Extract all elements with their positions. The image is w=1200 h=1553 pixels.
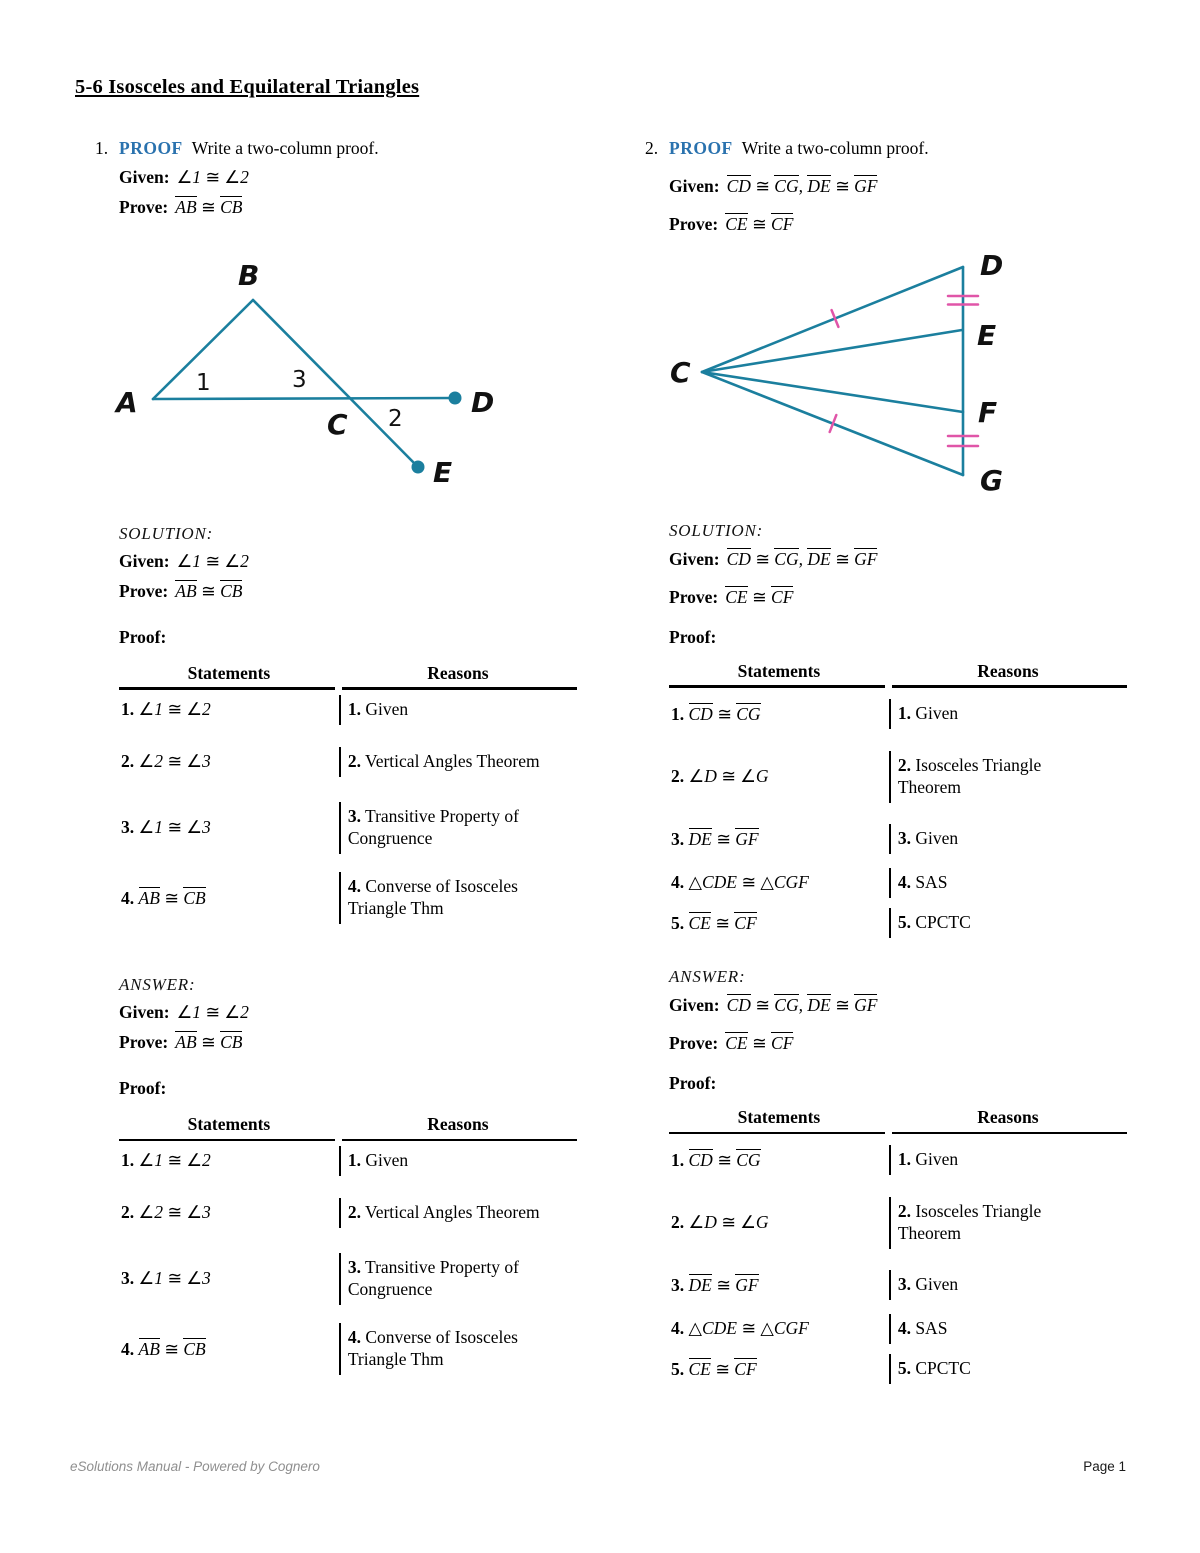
- reason-cell: 2. Isosceles Triangle Theorem: [889, 1197, 1127, 1249]
- proof-table-answer-2: [669, 1107, 1127, 1390]
- proof-row: [669, 864, 1127, 902]
- problem1-column: [95, 138, 643, 1385]
- proof-row: [669, 814, 1127, 864]
- segment-CF: [702, 372, 963, 412]
- problem1-heading: [95, 138, 643, 160]
- proof-table-solution-2: [669, 661, 1127, 944]
- given-label: Given:: [119, 166, 170, 187]
- proof-row: [119, 1313, 577, 1385]
- label-A: A: [116, 385, 138, 419]
- reason-cell: 4. SAS: [889, 1314, 1127, 1344]
- solution-heading: SOLUTION:: [669, 520, 764, 540]
- segment-BE: [253, 300, 418, 467]
- prove-expression: CE ≅ CF: [725, 213, 794, 234]
- reason-cell: 2. Vertical Angles Theorem: [339, 747, 577, 777]
- reason-cell: 4. Converse of Isosceles Triangle Thm: [339, 872, 577, 924]
- statement-cell: 3. DE ≅ GF: [671, 828, 759, 849]
- reason-cell: 3. Given: [889, 1270, 1127, 1300]
- prove-label: Prove:: [119, 580, 169, 601]
- given-line: [119, 551, 643, 573]
- statement-cell: 1. CD ≅ CG: [671, 1149, 761, 1170]
- proof-heading: Proof:: [119, 1077, 167, 1098]
- point-D-dot: [449, 391, 462, 404]
- problem-number: 2.: [645, 138, 659, 158]
- proof-row: [669, 1260, 1127, 1310]
- label-D: D: [471, 385, 495, 419]
- problem-text: [669, 138, 929, 160]
- proof-row: [119, 730, 577, 794]
- given-expression: CD ≅ CG, DE ≅ GF: [726, 548, 878, 569]
- proof-row: [119, 690, 577, 730]
- proof-row: [669, 1348, 1127, 1390]
- statements-column-header: Statements: [187, 1113, 271, 1134]
- triangle-diagram-2: [660, 240, 1080, 510]
- proof-tag: PROOF: [119, 138, 183, 158]
- proof-table-solution-1: [119, 663, 577, 934]
- statements-column-header: Statements: [737, 660, 821, 681]
- problem2-column: [645, 138, 1193, 1390]
- answer-heading: ANSWER:: [669, 966, 746, 986]
- given-line: [119, 167, 643, 189]
- table-header-row: [119, 663, 577, 685]
- label-B: B: [238, 258, 260, 292]
- given-label: Given:: [669, 548, 720, 569]
- proof-row: [669, 740, 1127, 814]
- reason-cell: 3. Transitive Property of Congruence: [339, 802, 577, 854]
- table-body: [119, 690, 577, 934]
- statement-cell: 4. AB ≅ CB: [121, 887, 206, 908]
- statement-cell: 1. ∠1 ≅ ∠2: [121, 699, 211, 720]
- reasons-column-header: Reasons: [977, 660, 1039, 681]
- page-title: 5-6 Isosceles and Equilateral Triangles: [75, 76, 420, 98]
- table-header-row: [119, 1114, 577, 1136]
- prove-label: Prove:: [119, 1032, 169, 1053]
- reason-cell: 1. Given: [889, 1145, 1127, 1175]
- statement-cell: 2. ∠D ≅ ∠G: [671, 1212, 769, 1233]
- reason-cell: 1. Given: [339, 1146, 577, 1176]
- prove-line: [119, 196, 643, 219]
- given-expression: CD ≅ CG, DE ≅ GF: [726, 995, 878, 1016]
- table-header-rule: [119, 1139, 577, 1142]
- footer-attribution: eSolutions Manual - Powered by Cognero: [70, 1459, 320, 1474]
- table-body: [119, 1141, 577, 1385]
- reason-cell: 1. Given: [339, 695, 577, 725]
- solution-heading: SOLUTION:: [119, 523, 214, 543]
- reason-cell: 3. Transitive Property of Congruence: [339, 1253, 577, 1305]
- point-E-dot: [412, 460, 425, 473]
- given-line: [669, 548, 1193, 571]
- segment-AD: [153, 398, 455, 399]
- statements-column-header: Statements: [737, 1106, 821, 1127]
- angle-2-label: 2: [388, 405, 403, 432]
- prove-line: [669, 213, 1193, 236]
- angle-1-label: 1: [196, 369, 211, 396]
- prove-label: Prove:: [669, 1033, 719, 1054]
- table-header-rule: [119, 687, 577, 690]
- label-E: E: [433, 455, 453, 489]
- segment-CE: [702, 330, 962, 372]
- problem-prompt: Write a two-column proof.: [741, 138, 929, 158]
- table-header-row: [669, 1107, 1127, 1129]
- reason-cell: 2. Vertical Angles Theorem: [339, 1198, 577, 1228]
- statement-cell: 1. ∠1 ≅ ∠2: [121, 1150, 211, 1171]
- given-label: Given:: [119, 550, 170, 571]
- table-header-rule: [669, 1132, 1127, 1135]
- statement-cell: 4. AB ≅ CB: [121, 1338, 206, 1359]
- proof-row: [669, 1310, 1127, 1348]
- table-body: [669, 1134, 1127, 1390]
- given-line: [669, 994, 1193, 1017]
- given-line: [669, 175, 1193, 198]
- prove-expression: AB ≅ CB: [175, 580, 243, 601]
- given-expression: ∠1 ≅ ∠2: [176, 1002, 249, 1023]
- given-expression: ∠1 ≅ ∠2: [176, 550, 249, 571]
- statement-cell: 5. CE ≅ CF: [671, 912, 757, 933]
- prove-expression: AB ≅ CB: [175, 1032, 243, 1053]
- statement-cell: 4. △CDE ≅ △CGF: [671, 1318, 809, 1339]
- reasons-column-header: Reasons: [427, 662, 489, 683]
- label-C: C: [670, 355, 691, 389]
- proof-row: [119, 794, 577, 862]
- problem-number: 1.: [95, 138, 109, 158]
- reason-cell: 4. SAS: [889, 868, 1127, 898]
- angle-3-label: 3: [292, 366, 307, 393]
- prove-line: [119, 1031, 643, 1054]
- reason-cell: 1. Given: [889, 699, 1127, 729]
- given-label: Given:: [669, 995, 720, 1016]
- given-label: Given:: [669, 175, 720, 196]
- problem2-heading: [645, 138, 1193, 160]
- label-E: E: [977, 318, 997, 352]
- statement-cell: 3. DE ≅ GF: [671, 1274, 759, 1295]
- statement-cell: 5. CE ≅ CF: [671, 1358, 757, 1379]
- statement-cell: 2. ∠2 ≅ ∠3: [121, 1202, 211, 1223]
- statement-cell: 3. ∠1 ≅ ∠3: [121, 817, 211, 838]
- problem-prompt: Write a two-column proof.: [191, 138, 379, 158]
- statement-cell: 2. ∠2 ≅ ∠3: [121, 751, 211, 772]
- table-header-row: [669, 661, 1127, 683]
- proof-row: [119, 1141, 577, 1181]
- prove-label: Prove:: [669, 213, 719, 234]
- proof-row: [669, 688, 1127, 740]
- given-expression: ∠1 ≅ ∠2: [176, 166, 249, 187]
- reason-cell: 4. Converse of Isosceles Triangle Thm: [339, 1323, 577, 1375]
- given-expression: CD ≅ CG, DE ≅ GF: [726, 175, 878, 196]
- proof-row: [669, 1186, 1127, 1260]
- statement-cell: 3. ∠1 ≅ ∠3: [121, 1268, 211, 1289]
- problem-text: [119, 138, 379, 160]
- triangle-diagram-1: [100, 245, 530, 495]
- statements-column-header: Statements: [187, 662, 271, 683]
- reasons-column-header: Reasons: [427, 1113, 489, 1134]
- statement-cell: 1. CD ≅ CG: [671, 703, 761, 724]
- prove-line: [669, 586, 1193, 609]
- proof-heading: Proof:: [669, 1072, 717, 1093]
- given-line: [119, 1002, 643, 1024]
- prove-line: [119, 580, 643, 603]
- proof-row: [669, 1134, 1127, 1186]
- footer-page-number: Page 1: [1083, 1459, 1126, 1474]
- proof-row: [669, 902, 1127, 944]
- proof-row: [119, 1245, 577, 1313]
- reason-cell: 5. CPCTC: [889, 908, 1127, 938]
- proof-heading: Proof:: [119, 626, 167, 647]
- proof-heading: Proof:: [669, 626, 717, 647]
- reason-cell: 5. CPCTC: [889, 1354, 1127, 1384]
- segment-CD: [702, 267, 963, 372]
- label-C: C: [327, 407, 348, 441]
- proof-tag: PROOF: [669, 138, 733, 158]
- prove-expression: CE ≅ CF: [725, 1033, 794, 1054]
- prove-expression: CE ≅ CF: [725, 586, 794, 607]
- reasons-column-header: Reasons: [977, 1106, 1039, 1127]
- prove-label: Prove:: [119, 196, 169, 217]
- statement-cell: 4. △CDE ≅ △CGF: [671, 872, 809, 893]
- proof-table-answer-1: [119, 1114, 577, 1385]
- reason-cell: 2. Isosceles Triangle Theorem: [889, 751, 1127, 803]
- label-D: D: [980, 248, 1004, 282]
- prove-line: [669, 1032, 1193, 1055]
- answer-heading: ANSWER:: [119, 974, 196, 994]
- table-body: [669, 688, 1127, 944]
- proof-row: [119, 862, 577, 934]
- given-label: Given:: [119, 1002, 170, 1023]
- label-G: G: [980, 463, 1003, 497]
- prove-expression: AB ≅ CB: [175, 196, 243, 217]
- proof-row: [119, 1181, 577, 1245]
- reason-cell: 3. Given: [889, 824, 1127, 854]
- prove-label: Prove:: [669, 586, 719, 607]
- statement-cell: 2. ∠D ≅ ∠G: [671, 766, 769, 787]
- table-header-rule: [669, 685, 1127, 688]
- label-F: F: [978, 395, 998, 429]
